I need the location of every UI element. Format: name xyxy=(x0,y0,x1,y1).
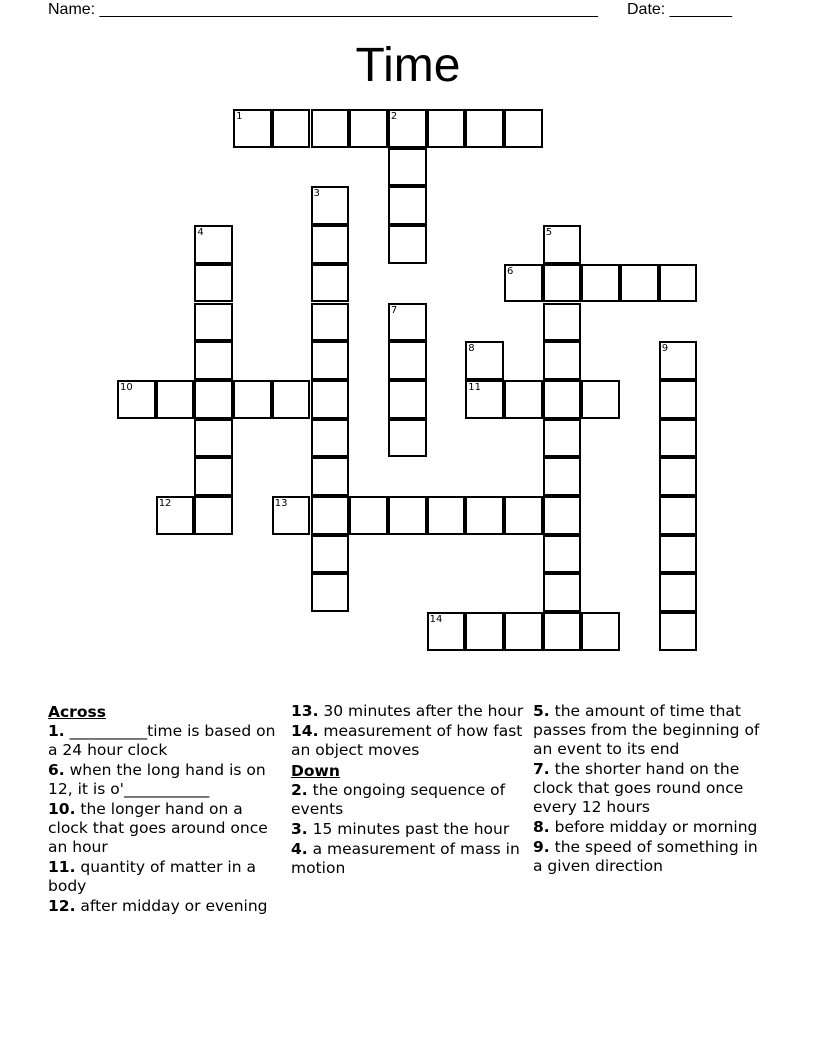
grid-cell[interactable] xyxy=(388,303,427,342)
clue-down-8: 8. before midday or morning xyxy=(533,818,758,836)
clue-down-4: 4. a measurement of mass in motion xyxy=(291,840,520,877)
grid-cell[interactable] xyxy=(659,573,698,612)
grid-cell[interactable] xyxy=(620,264,659,303)
grid-cell[interactable] xyxy=(504,109,543,148)
grid-cell[interactable] xyxy=(194,380,233,419)
grid-cell[interactable] xyxy=(311,225,350,264)
grid-cell[interactable] xyxy=(194,264,233,303)
grid-cell[interactable] xyxy=(543,612,582,651)
grid-cell[interactable] xyxy=(581,612,620,651)
date-field[interactable]: Date: _______ xyxy=(627,1,732,18)
grid-cell[interactable] xyxy=(659,419,698,458)
clue-down-5: 5. the amount of time that passes from the beginning of an event to its end xyxy=(533,702,760,758)
grid-cell[interactable] xyxy=(659,612,698,651)
grid-cell[interactable] xyxy=(504,264,543,303)
grid-cell[interactable] xyxy=(311,186,350,225)
clue-number: 14 xyxy=(429,614,443,626)
grid-cell[interactable] xyxy=(465,380,504,419)
grid-cell[interactable] xyxy=(311,264,350,303)
clue-down-9: 9. the speed of something in a given direction xyxy=(533,838,758,875)
clue-across-14: 14. measurement of how fast an object moves xyxy=(291,722,523,759)
grid-cell[interactable] xyxy=(388,496,427,535)
clue-number: 8 xyxy=(468,343,475,355)
grid-cell[interactable] xyxy=(504,612,543,651)
clues-column-1 xyxy=(48,702,283,917)
grid-cell[interactable] xyxy=(311,535,350,574)
grid-cell[interactable] xyxy=(272,496,311,535)
grid-cell[interactable] xyxy=(543,303,582,342)
grid-cell[interactable] xyxy=(504,380,543,419)
grid-cell[interactable] xyxy=(659,535,698,574)
clues-column-3 xyxy=(533,702,768,877)
grid-cell[interactable] xyxy=(465,612,504,651)
clue-number: 2 xyxy=(390,111,398,122)
grid-cell[interactable] xyxy=(543,380,582,419)
grid-cell[interactable] xyxy=(581,264,620,303)
grid-cell[interactable] xyxy=(659,264,698,303)
grid-cell[interactable] xyxy=(543,225,582,264)
clue-down-3: 3. 15 minutes past the hour xyxy=(291,820,510,838)
grid-cell[interactable] xyxy=(543,496,582,535)
clue-number: 4 xyxy=(197,227,204,239)
grid-cell[interactable] xyxy=(233,380,272,419)
grid-cell[interactable] xyxy=(194,496,233,535)
grid-cell[interactable] xyxy=(388,109,427,148)
clue-across-6: 6. when the long hand is on 12, it is o'___________ xyxy=(48,761,266,798)
grid-cell[interactable] xyxy=(156,380,195,419)
grid-cell[interactable] xyxy=(311,303,350,342)
grid-cell[interactable] xyxy=(156,496,195,535)
grid-cell[interactable] xyxy=(272,380,311,419)
grid-cell[interactable] xyxy=(388,148,427,187)
grid-cell[interactable] xyxy=(311,457,350,496)
clue-across-12: 12. after midday or evening xyxy=(48,897,268,915)
clue-down-7: 7. the shorter hand on the clock that goes round once every 12 hours xyxy=(533,760,744,816)
grid-cell[interactable] xyxy=(311,573,350,612)
grid-cell[interactable] xyxy=(543,535,582,574)
grid-cell[interactable] xyxy=(194,341,233,380)
grid-cell[interactable] xyxy=(427,496,466,535)
grid-cell[interactable] xyxy=(311,380,350,419)
clues-column-2 xyxy=(291,702,526,879)
grid-cell[interactable] xyxy=(349,496,388,535)
grid-cell[interactable] xyxy=(659,457,698,496)
grid-cell[interactable] xyxy=(349,109,388,148)
grid-cell[interactable] xyxy=(194,457,233,496)
grid-cell[interactable] xyxy=(659,341,698,380)
grid-cell[interactable] xyxy=(581,380,620,419)
grid-cell[interactable] xyxy=(194,225,233,264)
name-field[interactable]: Name: ________________________________________________________ xyxy=(48,1,598,18)
clue-number: 9 xyxy=(661,343,669,355)
grid-cell[interactable] xyxy=(388,380,427,419)
clue-number: 13 xyxy=(274,498,288,509)
grid-cell[interactable] xyxy=(311,109,350,148)
clue-number: 6 xyxy=(507,265,514,277)
clue-across-11: 11. quantity of matter in a body xyxy=(48,858,256,895)
grid-cell[interactable] xyxy=(659,496,698,535)
clue-number: 5 xyxy=(545,227,553,239)
grid-cell[interactable] xyxy=(543,573,582,612)
grid-cell[interactable] xyxy=(194,303,233,342)
grid-cell[interactable] xyxy=(427,612,466,651)
grid-cell[interactable] xyxy=(311,341,350,380)
grid-cell[interactable] xyxy=(504,496,543,535)
clue-down-2: 2. the ongoing sequence of events xyxy=(291,781,506,818)
across-heading: Across xyxy=(48,703,106,721)
grid-cell[interactable] xyxy=(543,419,582,458)
grid-cell[interactable] xyxy=(233,109,272,148)
clue-across-1: 1. __________time is based on a 24 hour clock xyxy=(48,722,276,759)
page-title: Time xyxy=(355,39,461,92)
down-heading: Down xyxy=(291,762,340,780)
clue-number: 7 xyxy=(390,304,398,316)
grid-cell[interactable] xyxy=(272,109,311,148)
clue-across-13: 13. 30 minutes after the hour xyxy=(291,702,524,720)
clue-number: 3 xyxy=(313,188,320,200)
grid-cell[interactable] xyxy=(311,496,350,535)
grid-cell[interactable] xyxy=(427,109,466,148)
grid-cell[interactable] xyxy=(194,419,233,458)
grid-cell[interactable] xyxy=(388,419,427,458)
grid-cell[interactable] xyxy=(465,341,504,380)
grid-cell[interactable] xyxy=(311,419,350,458)
grid-cell[interactable] xyxy=(543,457,582,496)
grid-cell[interactable] xyxy=(465,109,504,148)
clue-number: 12 xyxy=(158,498,172,509)
clue-across-10: 10. the longer hand on a clock that goes around once an hour xyxy=(48,800,268,856)
grid-cell[interactable] xyxy=(543,264,582,303)
grid-cell[interactable] xyxy=(659,380,698,419)
grid-cell[interactable] xyxy=(543,341,582,380)
clue-number: 1 xyxy=(236,111,243,122)
grid-cell[interactable] xyxy=(388,225,427,264)
grid-cell[interactable] xyxy=(465,496,504,535)
clue-number: 11 xyxy=(468,381,482,393)
grid-cell[interactable] xyxy=(388,186,427,225)
grid-cell[interactable] xyxy=(388,341,427,380)
clue-number: 10 xyxy=(120,381,133,393)
grid-cell[interactable] xyxy=(117,380,156,419)
